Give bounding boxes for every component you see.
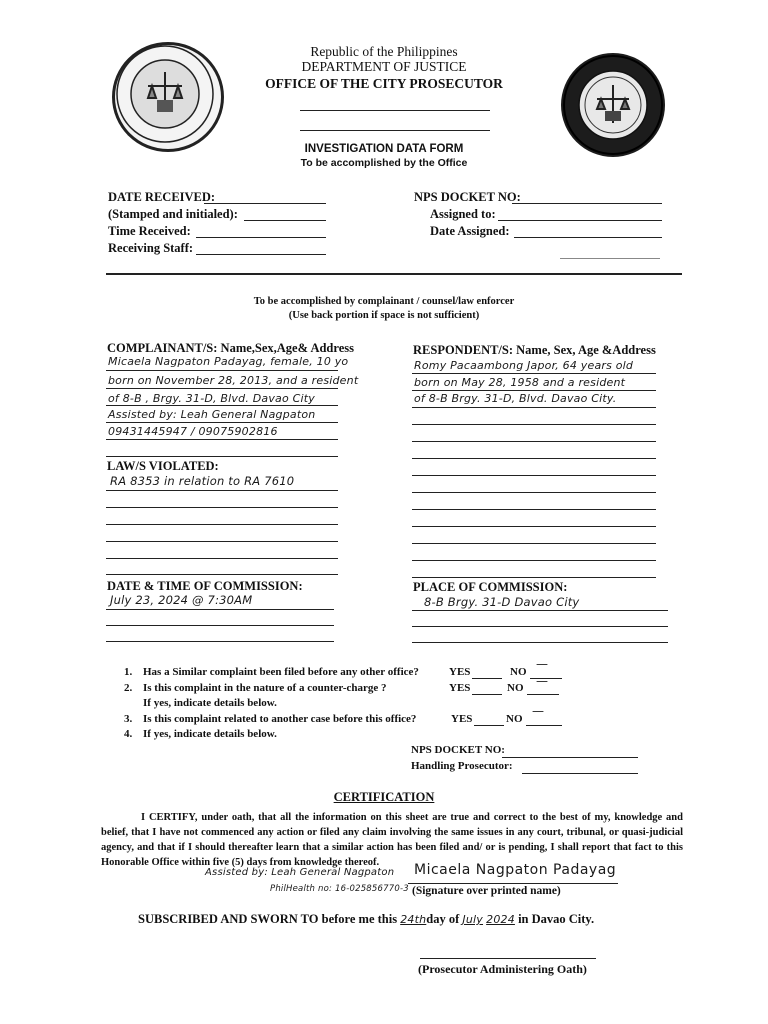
date-time-rule-1: [106, 609, 334, 610]
law-rule-5: [106, 558, 338, 559]
respondent-line-1: Romy Pacaambong Japor, 64 years old: [414, 359, 634, 372]
philhealth-text: PhilHealth no: 16-025856770-3: [270, 884, 409, 894]
receiving-staff-field[interactable]: [196, 254, 326, 255]
signature-name: Micaela Nagpaton Padayag: [414, 862, 617, 878]
q3-no: NO: [506, 713, 523, 725]
place-rule-3: [412, 642, 668, 643]
q1-no: NO: [510, 666, 527, 678]
sworn-year: 2024: [486, 913, 515, 926]
respondent-rule-8: [412, 492, 656, 493]
law-rule-1: [106, 490, 338, 491]
respondent-rule-10: [412, 526, 656, 527]
receiving-staff-label: Receiving Staff:: [108, 241, 194, 255]
respondent-rule-2: [412, 390, 656, 391]
assisted-by-text: Assisted by: Leah General Nagpaton: [205, 867, 395, 878]
respondent-rule-12: [412, 560, 656, 561]
respondent-rule-13: [412, 577, 656, 578]
respondent-rule-6: [412, 458, 656, 459]
date-time-label: DATE & TIME OF COMMISSION:: [107, 579, 303, 593]
date-time-rule-2: [106, 625, 334, 626]
complainant-label: COMPLAINANT/S: Name,Sex,Age& Address: [107, 341, 354, 355]
sworn-dayof: day of: [426, 912, 460, 926]
q2-number: 2.: [124, 682, 133, 694]
q3-yes: YES: [451, 713, 473, 725]
q3-no-mark: —: [532, 704, 545, 718]
q1-number: 1.: [124, 666, 133, 678]
q3-number: 3.: [124, 713, 133, 725]
law-rule-4: [106, 541, 338, 542]
time-received-label: Time Received:: [108, 224, 191, 238]
certification-title: CERTIFICATION: [333, 790, 435, 804]
assigned-to-field[interactable]: [498, 220, 662, 221]
law-violated-label: LAW/S VIOLATED:: [107, 459, 219, 473]
q2-subtext: If yes, indicate details below.: [143, 697, 277, 709]
q3-yes-field[interactable]: [474, 725, 504, 726]
instruction-line-2: (Use back portion if space is not sufficient): [288, 310, 480, 321]
complainant-rule-6: [106, 456, 338, 457]
respondent-label: RESPONDENT/S: Name, Sex, Age &Address: [413, 343, 656, 357]
date-assigned-label: Date Assigned:: [430, 224, 510, 238]
law-rule-2: [106, 507, 338, 508]
q3-no-field[interactable]: [526, 725, 562, 726]
prosecutor-caption: (Prosecutor Administering Oath): [418, 962, 587, 976]
date-received-field[interactable]: [204, 203, 326, 204]
section-divider: [106, 273, 682, 275]
respondent-rule-7: [412, 475, 656, 476]
respondent-line-2: born on May 28, 1958 and a resident: [414, 376, 626, 389]
complainant-line-2: born on November 28, 2013, and a resident: [108, 374, 359, 387]
respondent-rule-5: [412, 441, 656, 442]
complainant-rule-1: [106, 370, 338, 371]
complainant-line-4: Assisted by: Leah General Nagpaton: [108, 408, 316, 421]
law-rule-6: [106, 574, 338, 575]
respondent-rule-4: [412, 424, 656, 425]
q1-no-mark: —: [536, 657, 549, 671]
sworn-month: July: [462, 913, 484, 926]
header-department: DEPARTMENT OF JUSTICE: [301, 59, 467, 74]
q1-yes-field[interactable]: [472, 678, 502, 679]
complainant-rule-4: [106, 422, 338, 423]
date-time-value: July 23, 2024 @ 7:30AM: [110, 593, 253, 607]
q3-text: Is this complaint related to another case before this office?: [143, 713, 417, 725]
place-rule-2: [412, 626, 668, 627]
respondent-line-3: of 8-B Brgy. 31-D, Blvd. Davao City.: [414, 392, 617, 405]
date-assigned-field[interactable]: [514, 237, 662, 238]
header-republic: Republic of the Philippines: [310, 44, 458, 59]
place-value: 8-B Brgy. 31-D Davao City: [424, 595, 580, 609]
complainant-rule-3: [106, 405, 338, 406]
form-title: INVESTIGATION DATA FORM: [304, 143, 464, 155]
signature-caption: (Signature over printed name): [412, 885, 561, 897]
q2-no-mark: —: [536, 674, 549, 688]
respondent-rule-1: [412, 373, 656, 374]
stamped-label: (Stamped and initialed):: [108, 207, 238, 221]
instruction-line-1: To be accomplished by complainant / counsel/law enforcer: [253, 296, 515, 307]
respondent-rule-9: [412, 509, 656, 510]
sworn-suffix: in Davao City.: [518, 912, 595, 926]
respondent-rule-3: [412, 407, 656, 408]
sworn-prefix: SUBSCRIBED AND SWORN TO before me this: [138, 912, 398, 926]
nps-docket-2-label: NPS DOCKET NO:: [411, 744, 505, 756]
nps-docket-2-field[interactable]: [502, 757, 638, 758]
handling-prosecutor-field[interactable]: [522, 773, 638, 774]
certification-body: I CERTIFY, under oath, that all the information on this sheet are true and correct to the best of my, knowledge and belief, that I have not commenced any action or filed any claim involving the same issues in any court, tribunal, or quasi-judicial agency, and that if I should thereafter learn that a similar action has been filed and/ or is pending, I shall report that fact to this Honorable Office within five (5) days from knowledge thereof.: [101, 812, 683, 868]
complainant-rule-2: [106, 388, 338, 389]
complainant-rule-5: [106, 439, 338, 440]
q4-number: 4.: [124, 728, 133, 740]
q2-yes: YES: [449, 682, 471, 694]
nps-docket-label: NPS DOCKET NO:: [414, 190, 521, 204]
header-blank-line-2: [300, 130, 490, 131]
time-received-field[interactable]: [196, 237, 326, 238]
place-rule-1: [412, 610, 668, 611]
form-subtitle: To be accomplished by the Office: [300, 157, 468, 169]
place-label: PLACE OF COMMISSION:: [413, 580, 568, 594]
date-received-label: DATE RECEIVED:: [108, 190, 216, 204]
q2-no: NO: [507, 682, 524, 694]
sworn-day: 24th: [400, 913, 427, 926]
complainant-line-3: of 8-B , Brgy. 31-D, Blvd. Davao City: [108, 392, 315, 405]
q1-yes: YES: [449, 666, 471, 678]
header-office: OFFICE OF THE CITY PROSECUTOR: [265, 76, 503, 91]
law-rule-3: [106, 524, 338, 525]
complainant-line-5: 09431445947 / 09075902816: [108, 425, 278, 438]
assigned-to-label: Assigned to:: [430, 207, 496, 221]
law-violated-value: RA 8353 in relation to RA 7610: [110, 474, 295, 488]
q4-text: If yes, indicate details below.: [143, 728, 277, 740]
q2-yes-field[interactable]: [472, 694, 502, 695]
header-blank-line-1: [300, 110, 490, 111]
q1-text: Has a Similar complaint been filed before any other office?: [143, 666, 419, 678]
signature-line: [408, 883, 618, 884]
date-time-rule-3: [106, 641, 334, 642]
stamped-field[interactable]: [244, 220, 326, 221]
date-assigned-field-2: [560, 258, 660, 259]
handling-prosecutor-label: Handling Prosecutor:: [411, 760, 513, 772]
prosecutor-signature-line: [420, 958, 596, 959]
q2-text: Is this complaint in the nature of a counter-charge ?: [143, 682, 387, 694]
complainant-line-1: Micaela Nagpaton Padayag, female, 10 yo: [108, 355, 349, 368]
nps-docket-field[interactable]: [512, 203, 662, 204]
respondent-rule-11: [412, 543, 656, 544]
q2-no-field[interactable]: [527, 694, 559, 695]
